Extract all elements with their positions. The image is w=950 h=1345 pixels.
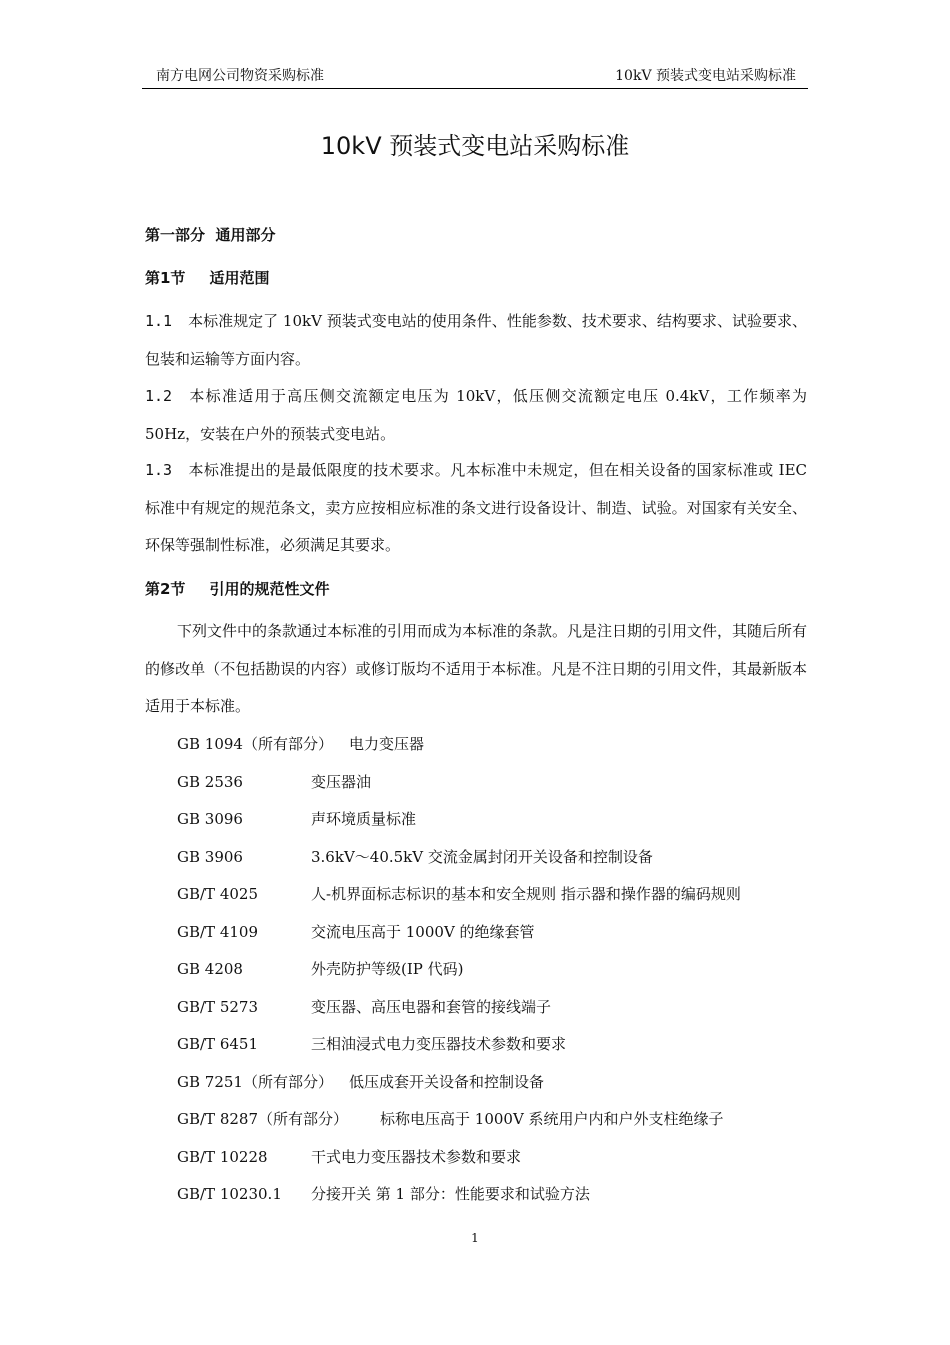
part-heading: 第一部分 通用部分	[145, 226, 276, 244]
reference-row	[177, 914, 817, 952]
clause-number: 1.1	[145, 312, 173, 330]
document-title: 10kV 预装式变电站采购标准	[320, 132, 630, 160]
section-number: 第2节	[145, 580, 186, 598]
reference-title: 声环境质量标准	[311, 810, 417, 828]
clause-text: 本标准规定了 10kV 预装式变电站的使用条件、性能参数、技术要求、结构要求、试验要求、包装和运输等方面内容。	[145, 312, 807, 368]
section-2-intro: 下列文件中的条款通过本标准的引用而成为本标准的条款。凡是注日期的引用文件，其随后所有的修改单（不包括勘误的内容）或修订版均不适用于本标准。凡是不注日期的引用文件，其最新版本适用于本标准。	[145, 622, 808, 715]
section-title: 引用的规范性文件	[209, 580, 330, 598]
reference-row	[177, 726, 817, 764]
section-number: 第1节	[145, 269, 186, 287]
reference-code: GB/T 4025	[177, 885, 259, 903]
reference-title: 低压成套开关设备和控制设备	[348, 1072, 544, 1091]
reference-code: GB 4208	[177, 960, 243, 978]
clause-number: 1.3	[145, 461, 173, 479]
section-title: 适用范围	[209, 269, 270, 287]
reference-code: GB 1094（所有部分）	[177, 735, 333, 753]
page-number: 1	[471, 1231, 479, 1245]
section-heading-2	[145, 579, 329, 599]
reference-title: 三相油浸式电力变压器技术参数和要求	[311, 1035, 567, 1053]
reference-code: GB 3096	[177, 810, 243, 828]
reference-title: 变压器、高压电器和套管的接线端子	[311, 997, 552, 1016]
reference-title: 3.6kV～40.5kV 交流金属封闭开关设备和控制设备	[311, 847, 653, 866]
reference-row	[177, 876, 817, 914]
reference-row	[177, 801, 817, 839]
reference-row	[177, 1026, 817, 1064]
reference-row	[177, 764, 817, 802]
reference-title: 分接开关 第 1 部分：性能要求和试验方法	[311, 1185, 590, 1203]
reference-code: GB 7251（所有部分）	[177, 1072, 333, 1091]
reference-code: GB 3906	[177, 847, 243, 866]
clause-1-3	[145, 452, 807, 565]
clause-number: 1.2	[145, 387, 173, 405]
reference-title: 电力变压器	[348, 735, 424, 753]
reference-code: GB/T 5273	[177, 997, 259, 1016]
reference-code: GB/T 10230.1	[177, 1185, 282, 1203]
reference-title: 变压器油	[311, 772, 372, 791]
reference-code: GB/T 10228	[177, 1147, 268, 1166]
reference-code: GB 2536	[177, 772, 243, 791]
reference-code: GB/T 8287（所有部分）	[177, 1110, 349, 1128]
clause-text: 本标准适用于高压侧交流额定电压为 10kV，低压侧交流额定电压 0.4kV，工作频率为 50Hz，安装在户外的预装式变电站。	[145, 387, 807, 443]
clause-1-1	[145, 303, 807, 378]
reference-row	[177, 989, 817, 1027]
clause-text: 本标准提出的是最低限度的技术要求。凡本标准中未规定，但在相关设备的国家标准或 IEC 标准中有规定的规范条文，卖方应按相应标准的条文进行设备设计、制造、试验。对国家有关安全、环保等强制性标准，必须满足其要求。	[145, 461, 807, 554]
section-heading-1	[145, 268, 269, 288]
reference-list	[177, 726, 817, 1214]
reference-title: 外壳防护等级(IP 代码)	[311, 960, 464, 978]
reference-title: 标称电压高于 1000V 系统用户内和户外支柱绝缘子	[380, 1110, 724, 1128]
reference-title: 干式电力变压器技术参数和要求	[311, 1147, 522, 1166]
reference-row	[177, 1101, 817, 1139]
reference-row	[177, 951, 817, 989]
reference-row	[177, 839, 817, 877]
reference-row	[177, 1064, 817, 1102]
reference-row	[177, 1176, 817, 1214]
reference-title: 交流电压高于 1000V 的绝缘套管	[311, 922, 535, 941]
running-header-left: 南方电网公司物资采购标准	[156, 68, 324, 84]
reference-code: GB/T 6451	[177, 1035, 259, 1053]
reference-code: GB/T 4109	[177, 922, 259, 941]
clause-1-2	[145, 378, 807, 453]
reference-title: 人-机界面标志标识的基本和安全规则 指示器和操作器的编码规则	[311, 885, 741, 903]
running-header-right: 10kV 预装式变电站采购标准	[615, 68, 796, 84]
header-divider	[142, 88, 808, 89]
reference-row	[177, 1139, 817, 1177]
